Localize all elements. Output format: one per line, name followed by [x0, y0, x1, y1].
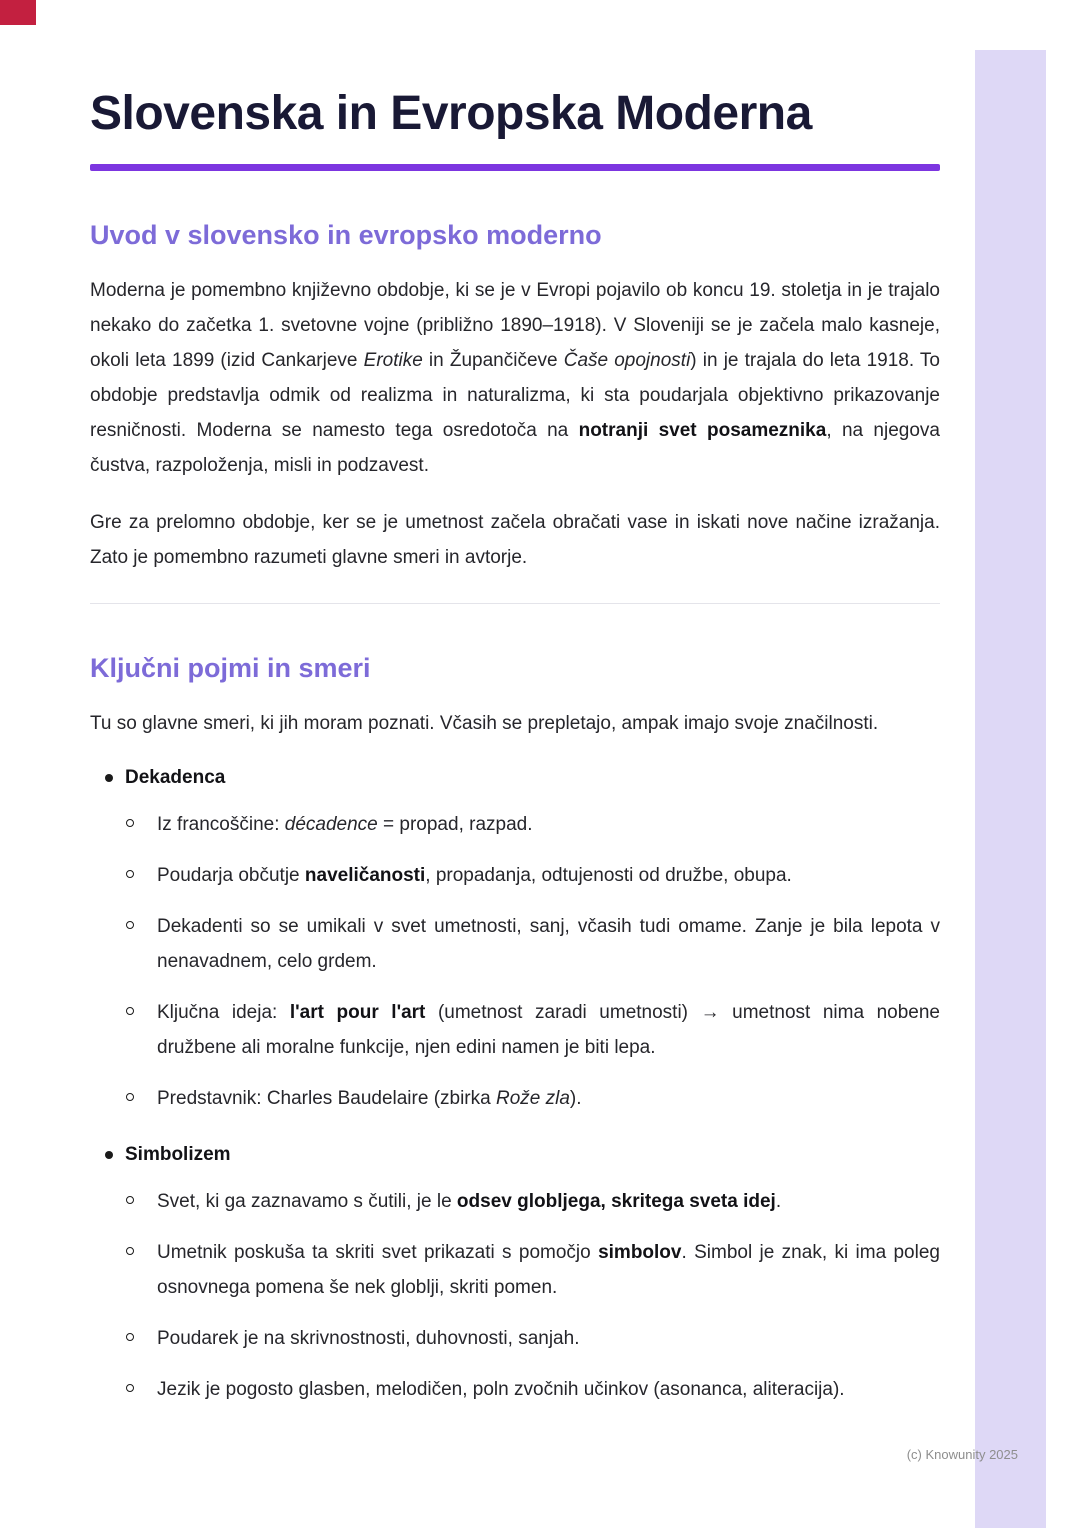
list-item	[125, 1372, 940, 1407]
list-item	[125, 1321, 940, 1356]
concepts-list	[90, 765, 940, 1407]
copyright-footer: (c) Knowunity 2025	[906, 1447, 1018, 1462]
section-heading-intro: Uvod v slovensko in evropsko moderno	[90, 220, 602, 250]
open-bullet-icon	[126, 1384, 134, 1392]
topic-label-simbolizem: Simbolizem	[125, 1144, 231, 1165]
title-underline-rule	[90, 164, 940, 171]
list-item-text: Ključna ideja: l'art pour l'art (umetnost zaradi umetnosti) → umetnost nima nobene družbene ali moralne funkcije, njen edini namen je biti lepa.	[157, 1002, 940, 1058]
open-bullet-icon	[126, 1093, 134, 1101]
list-item-text: Umetnik poskuša ta skriti svet prikazati s pomočjo simbolov. Simbol je znak, ki ima poleg osnovnega pomena še nek globlji, skriti pomen.	[157, 1242, 940, 1298]
list-item-text: Dekadenti so se umikali v svet umetnosti, sanj, včasih tudi omame. Zanje je bila lepota v nenavadnem, celo grdem.	[157, 916, 940, 972]
list-item-dekadenca	[90, 765, 940, 1116]
list-item-text: Iz francoščine: décadence = propad, razpad.	[157, 814, 533, 835]
list-item-text: Poudarja občutje naveličanosti, propadanja, odtujenosti od družbe, obupa.	[157, 865, 792, 886]
list-item	[125, 909, 940, 979]
open-bullet-icon	[126, 1333, 134, 1341]
list-item-text: Poudarek je na skrivnostnosti, duhovnosti, sanjah.	[157, 1328, 580, 1349]
intro-paragraph-1: Moderna je pomembno književno obdobje, ki se je v Evropi pojavilo ob koncu 19. stoletja in je trajalo nekako do začetka 1. svetovne vojne (približno 1890–1918). V Sloveniji se je začela malo kasneje, okoli leta 1899 (izid Cankarjeve Erotike in Župančičeve Čaše opojnosti) in je trajala do leta 1918. To obdobje predstavlja odmik od realizma in naturalizma, ki sta poudarjala objektivno prikazovanje resničnosti. Moderna se namesto tega osredotoča na notranji svet posameznika, na njegova čustva, razpoloženja, misli in podzavest.	[90, 280, 940, 476]
open-bullet-icon	[126, 1196, 134, 1204]
topic-label-dekadenca: Dekadenca	[125, 767, 226, 788]
simbolizem-sublist	[125, 1184, 940, 1407]
concepts-intro-paragraph: Tu so glavne smeri, ki jih moram poznati. Včasih se prepletajo, ampak imajo svoje značilnosti.	[90, 713, 879, 734]
list-item	[125, 1184, 940, 1219]
section-heading-concepts: Ključni pojmi in smeri	[90, 653, 371, 683]
page-title: Slovenska in Evropska Moderna	[90, 87, 812, 140]
open-bullet-icon	[126, 870, 134, 878]
list-item-text: Predstavnik: Charles Baudelaire (zbirka Rože zla).	[157, 1088, 582, 1109]
open-bullet-icon	[126, 921, 134, 929]
list-item-text: Svet, ki ga zaznavamo s čutili, je le odsev globljega, skritega sveta idej.	[157, 1191, 782, 1212]
list-item	[125, 995, 940, 1065]
red-corner-accent	[0, 0, 36, 25]
list-item	[125, 1081, 940, 1116]
list-item-text: Jezik je pogosto glasben, melodičen, poln zvočnih učinkov (asonanca, aliteracija).	[157, 1379, 845, 1400]
filled-bullet-icon	[105, 774, 113, 782]
intro-paragraph-2: Gre za prelomno obdobje, ker se je umetnost začela obračati vase in iskati nove načine izražanja. Zato je pomembno razumeti glavne smeri in avtorje.	[90, 512, 940, 568]
filled-bullet-icon	[105, 1151, 113, 1159]
content-area	[90, 0, 940, 1407]
list-item	[125, 1235, 940, 1305]
list-item	[125, 858, 940, 893]
open-bullet-icon	[126, 819, 134, 827]
list-item-simbolizem	[90, 1142, 940, 1407]
open-bullet-icon	[126, 1247, 134, 1255]
list-item	[125, 807, 940, 842]
section-divider	[90, 603, 940, 604]
lavender-side-strip	[975, 50, 1046, 1528]
open-bullet-icon	[126, 1007, 134, 1015]
dekadenca-sublist	[125, 807, 940, 1116]
